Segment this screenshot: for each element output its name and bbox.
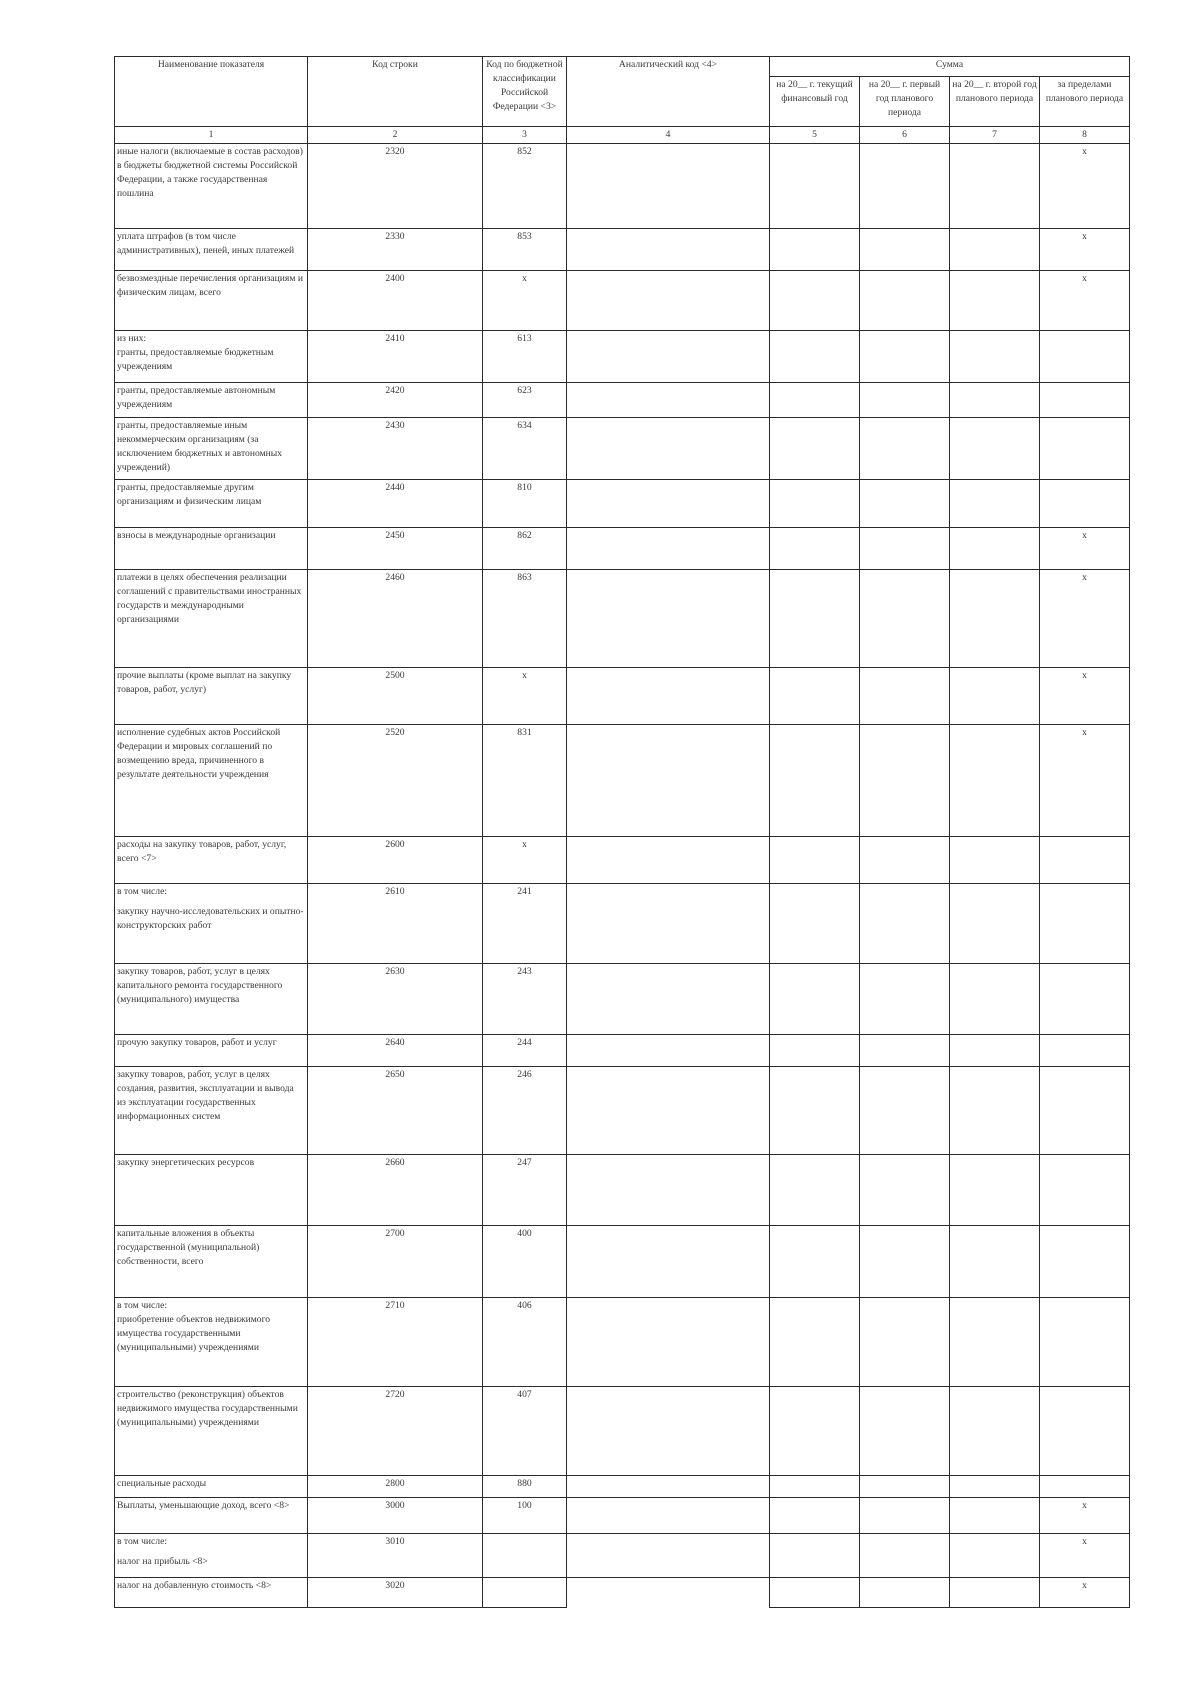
row-bk: 400 bbox=[483, 1226, 567, 1298]
cell-analytic bbox=[567, 837, 770, 884]
cell-analytic-empty bbox=[567, 1578, 770, 1608]
cell-analytic bbox=[567, 570, 770, 668]
row-code: 2430 bbox=[308, 418, 483, 480]
cell-sum bbox=[860, 668, 950, 725]
cell-sum bbox=[950, 1578, 1040, 1608]
row-beyond: x bbox=[1040, 229, 1130, 271]
header-line-code: Код строки bbox=[308, 57, 483, 127]
budget-table bbox=[114, 56, 1130, 1608]
cell-analytic bbox=[567, 480, 770, 528]
row-name-prefix: в том числе: bbox=[117, 1300, 168, 1311]
cell-sum bbox=[860, 1498, 950, 1534]
row-bk bbox=[483, 1578, 567, 1608]
row-bk: 243 bbox=[483, 964, 567, 1035]
cell-sum bbox=[860, 1578, 950, 1608]
header-analytic-code: Аналитический код <4> bbox=[567, 57, 770, 127]
cell-sum bbox=[950, 964, 1040, 1035]
cell-sum bbox=[770, 725, 860, 837]
cell-sum bbox=[950, 668, 1040, 725]
row-code: 2700 bbox=[308, 1226, 483, 1298]
cell-sum bbox=[950, 1534, 1040, 1578]
table-row bbox=[115, 570, 1130, 668]
row-code: 2330 bbox=[308, 229, 483, 271]
table-row bbox=[115, 1498, 1130, 1534]
row-name-prefix: из них: bbox=[117, 333, 147, 344]
row-code: 2610 bbox=[308, 884, 483, 964]
cell-sum bbox=[950, 418, 1040, 480]
row-beyond bbox=[1040, 331, 1130, 383]
row-beyond: x bbox=[1040, 725, 1130, 837]
row-name: иные налоги (включаемые в состав расходов) в бюджеты бюджетной системы Российской Федерации, а также государственная пошлина bbox=[115, 144, 308, 229]
row-bk: x bbox=[483, 271, 567, 331]
row-name bbox=[115, 1298, 308, 1387]
table-row bbox=[115, 144, 1130, 229]
row-beyond bbox=[1040, 1387, 1130, 1476]
row-name: закупку товаров, работ, услуг в целях капитального ремонта государственного (муниципального) имущества bbox=[115, 964, 308, 1035]
row-bk: 852 bbox=[483, 144, 567, 229]
column-number: 7 bbox=[950, 127, 1040, 144]
cell-sum bbox=[770, 383, 860, 418]
row-name-text: гранты, предоставляемые бюджетным учреждениям bbox=[117, 347, 274, 372]
cell-sum bbox=[770, 229, 860, 271]
table-row bbox=[115, 668, 1130, 725]
row-name: расходы на закупку товаров, работ, услуг, всего <7> bbox=[115, 837, 308, 884]
row-code: 2520 bbox=[308, 725, 483, 837]
cell-sum bbox=[950, 144, 1040, 229]
cell-sum bbox=[950, 383, 1040, 418]
table-row bbox=[115, 1387, 1130, 1476]
row-code: 3010 bbox=[308, 1534, 483, 1578]
cell-sum bbox=[950, 884, 1040, 964]
row-name-prefix: в том числе: bbox=[117, 1536, 168, 1547]
cell-analytic bbox=[567, 331, 770, 383]
row-name: строительство (реконструкция) объектов недвижимого имущества государственными (муниципальными) учреждениями bbox=[115, 1387, 308, 1476]
cell-sum bbox=[860, 331, 950, 383]
cell-analytic bbox=[567, 1534, 770, 1578]
row-name bbox=[115, 884, 308, 964]
cell-sum bbox=[950, 1298, 1040, 1387]
row-code: 2460 bbox=[308, 570, 483, 668]
cell-sum bbox=[860, 229, 950, 271]
cell-sum bbox=[950, 1476, 1040, 1498]
table-row bbox=[115, 383, 1130, 418]
cell-sum bbox=[770, 1226, 860, 1298]
row-code: 2710 bbox=[308, 1298, 483, 1387]
cell-analytic bbox=[567, 1476, 770, 1498]
row-name: Выплаты, уменьшающие доход, всего <8> bbox=[115, 1498, 308, 1534]
cell-analytic bbox=[567, 1155, 770, 1226]
cell-sum bbox=[950, 331, 1040, 383]
table-row bbox=[115, 1035, 1130, 1067]
cell-sum bbox=[860, 1476, 950, 1498]
row-bk: 810 bbox=[483, 480, 567, 528]
row-bk: 623 bbox=[483, 383, 567, 418]
cell-sum bbox=[860, 383, 950, 418]
row-name bbox=[115, 1534, 308, 1578]
cell-sum bbox=[770, 1298, 860, 1387]
row-bk: 247 bbox=[483, 1155, 567, 1226]
cell-sum bbox=[770, 418, 860, 480]
cell-sum bbox=[770, 1035, 860, 1067]
cell-sum bbox=[950, 528, 1040, 570]
row-name: прочую закупку товаров, работ и услуг bbox=[115, 1035, 308, 1067]
row-name: взносы в международные организации bbox=[115, 528, 308, 570]
table-row bbox=[115, 229, 1130, 271]
column-number: 3 bbox=[483, 127, 567, 144]
column-number: 2 bbox=[308, 127, 483, 144]
column-number: 8 bbox=[1040, 127, 1130, 144]
column-number: 5 bbox=[770, 127, 860, 144]
row-bk: 853 bbox=[483, 229, 567, 271]
cell-sum bbox=[860, 837, 950, 884]
row-code: 2420 bbox=[308, 383, 483, 418]
row-code: 2650 bbox=[308, 1067, 483, 1155]
cell-sum bbox=[860, 964, 950, 1035]
row-name: безвозмездные перечисления организациям и физическим лицам, всего bbox=[115, 271, 308, 331]
table-row bbox=[115, 1155, 1130, 1226]
column-number-row bbox=[115, 127, 1130, 144]
cell-sum bbox=[860, 1067, 950, 1155]
cell-analytic bbox=[567, 229, 770, 271]
row-name: гранты, предоставляемые иным некоммерческим организациям (за исключением бюджетных и автономных учреждений) bbox=[115, 418, 308, 480]
row-name: специальные расходы bbox=[115, 1476, 308, 1498]
cell-sum bbox=[770, 1067, 860, 1155]
column-number: 6 bbox=[860, 127, 950, 144]
row-name: гранты, предоставляемые автономным учреждениям bbox=[115, 383, 308, 418]
table-row bbox=[115, 1067, 1130, 1155]
cell-analytic bbox=[567, 1498, 770, 1534]
row-code: 2660 bbox=[308, 1155, 483, 1226]
table-row bbox=[115, 837, 1130, 884]
cell-sum bbox=[950, 1498, 1040, 1534]
cell-sum bbox=[860, 1035, 950, 1067]
column-number: 1 bbox=[115, 127, 308, 144]
cell-sum bbox=[860, 1155, 950, 1226]
cell-sum bbox=[770, 144, 860, 229]
row-beyond bbox=[1040, 1298, 1130, 1387]
row-beyond: x bbox=[1040, 668, 1130, 725]
cell-sum bbox=[860, 570, 950, 668]
cell-analytic bbox=[567, 884, 770, 964]
cell-sum bbox=[770, 1476, 860, 1498]
row-beyond bbox=[1040, 884, 1130, 964]
table-row bbox=[115, 964, 1130, 1035]
row-name-text: приобретение объектов недвижимого имущества государственными (муниципальными) учреждениями bbox=[117, 1314, 271, 1353]
cell-sum bbox=[950, 271, 1040, 331]
table-row bbox=[115, 480, 1130, 528]
row-beyond bbox=[1040, 1067, 1130, 1155]
cell-sum bbox=[860, 1534, 950, 1578]
row-beyond bbox=[1040, 480, 1130, 528]
row-code: 2440 bbox=[308, 480, 483, 528]
row-beyond bbox=[1040, 964, 1130, 1035]
cell-analytic bbox=[567, 1067, 770, 1155]
table-row bbox=[115, 1534, 1130, 1578]
row-beyond bbox=[1040, 1035, 1130, 1067]
cell-analytic bbox=[567, 418, 770, 480]
cell-sum bbox=[950, 480, 1040, 528]
row-name: налог на добавленную стоимость <8> bbox=[115, 1578, 308, 1608]
row-bk: 862 bbox=[483, 528, 567, 570]
row-name: капитальные вложения в объекты государственной (муниципальной) собственности, всего bbox=[115, 1226, 308, 1298]
column-number: 4 bbox=[567, 127, 770, 144]
row-code: 2320 bbox=[308, 144, 483, 229]
row-code: 2800 bbox=[308, 1476, 483, 1498]
cell-analytic bbox=[567, 964, 770, 1035]
row-name: платежи в целях обеспечения реализации соглашений с правительствами иностранных государств и международными организациями bbox=[115, 570, 308, 668]
row-bk: x bbox=[483, 837, 567, 884]
table-row bbox=[115, 271, 1130, 331]
header-sum: Сумма bbox=[770, 57, 1130, 77]
row-name bbox=[115, 331, 308, 383]
cell-sum bbox=[770, 1155, 860, 1226]
row-name: исполнение судебных актов Российской Федерации и мировых соглашений по возмещению вреда, причиненного в результате деятельности учреждения bbox=[115, 725, 308, 837]
header-budget-classification: Код по бюджетной классификации Российской Федерации <3> bbox=[483, 57, 567, 127]
row-code: 3000 bbox=[308, 1498, 483, 1534]
cell-sum bbox=[860, 528, 950, 570]
row-beyond bbox=[1040, 418, 1130, 480]
row-beyond: x bbox=[1040, 1498, 1130, 1534]
cell-sum bbox=[860, 1226, 950, 1298]
cell-sum bbox=[770, 884, 860, 964]
cell-sum bbox=[950, 1387, 1040, 1476]
row-code: 3020 bbox=[308, 1578, 483, 1608]
row-beyond bbox=[1040, 837, 1130, 884]
row-name: прочие выплаты (кроме выплат на закупку товаров, работ, услуг) bbox=[115, 668, 308, 725]
row-beyond bbox=[1040, 1155, 1130, 1226]
header-first-plan-year: на 20__ г. первый год планового периода bbox=[860, 77, 950, 127]
cell-analytic bbox=[567, 144, 770, 229]
row-bk: 831 bbox=[483, 725, 567, 837]
row-name: закупку товаров, работ, услуг в целях создания, развития, эксплуатации и вывода из эксплуатации государственных информационных систем bbox=[115, 1067, 308, 1155]
cell-sum bbox=[860, 725, 950, 837]
table-row bbox=[115, 725, 1130, 837]
row-name: гранты, предоставляемые другим организациям и физическим лицам bbox=[115, 480, 308, 528]
cell-analytic bbox=[567, 1226, 770, 1298]
cell-sum bbox=[770, 570, 860, 668]
cell-sum bbox=[860, 144, 950, 229]
table-row bbox=[115, 1298, 1130, 1387]
cell-sum bbox=[950, 837, 1040, 884]
cell-sum bbox=[860, 418, 950, 480]
row-name-text: налог на прибыль <8> bbox=[117, 1556, 208, 1567]
row-name: закупку энергетических ресурсов bbox=[115, 1155, 308, 1226]
cell-sum bbox=[860, 1387, 950, 1476]
cell-sum bbox=[770, 1387, 860, 1476]
cell-sum bbox=[950, 725, 1040, 837]
cell-analytic bbox=[567, 271, 770, 331]
cell-sum bbox=[860, 271, 950, 331]
cell-analytic bbox=[567, 1298, 770, 1387]
row-bk: 246 bbox=[483, 1067, 567, 1155]
row-bk: 613 bbox=[483, 331, 567, 383]
table-row bbox=[115, 1578, 1130, 1608]
row-beyond bbox=[1040, 1476, 1130, 1498]
row-beyond: x bbox=[1040, 1578, 1130, 1608]
cell-sum bbox=[770, 1498, 860, 1534]
row-code: 2640 bbox=[308, 1035, 483, 1067]
cell-sum bbox=[770, 528, 860, 570]
table-row bbox=[115, 884, 1130, 964]
row-name-prefix: в том числе: bbox=[117, 886, 168, 897]
row-bk: 634 bbox=[483, 418, 567, 480]
cell-sum bbox=[770, 271, 860, 331]
row-beyond: x bbox=[1040, 528, 1130, 570]
cell-sum bbox=[860, 480, 950, 528]
row-beyond: x bbox=[1040, 1534, 1130, 1578]
header-second-plan-year: на 20__ г. второй год планового периода bbox=[950, 77, 1040, 127]
cell-sum bbox=[860, 884, 950, 964]
row-bk: 863 bbox=[483, 570, 567, 668]
header-current-year: на 20__ г. текущий финансовый год bbox=[770, 77, 860, 127]
row-code: 2500 bbox=[308, 668, 483, 725]
row-code: 2400 bbox=[308, 271, 483, 331]
cell-analytic bbox=[567, 383, 770, 418]
cell-sum bbox=[770, 668, 860, 725]
table-row bbox=[115, 1476, 1130, 1498]
row-bk: 244 bbox=[483, 1035, 567, 1067]
cell-sum bbox=[770, 331, 860, 383]
cell-sum bbox=[950, 1067, 1040, 1155]
table-row bbox=[115, 1226, 1130, 1298]
cell-sum bbox=[770, 480, 860, 528]
row-beyond: x bbox=[1040, 144, 1130, 229]
cell-sum bbox=[950, 229, 1040, 271]
cell-sum bbox=[950, 1155, 1040, 1226]
cell-sum bbox=[770, 1534, 860, 1578]
row-code: 2720 bbox=[308, 1387, 483, 1476]
cell-analytic bbox=[567, 1035, 770, 1067]
cell-sum bbox=[860, 1298, 950, 1387]
row-beyond bbox=[1040, 1226, 1130, 1298]
cell-sum bbox=[950, 1226, 1040, 1298]
cell-analytic bbox=[567, 528, 770, 570]
header-beyond-plan: за пределами планового периода bbox=[1040, 77, 1130, 127]
row-code: 2410 bbox=[308, 331, 483, 383]
table-row bbox=[115, 418, 1130, 480]
row-beyond: x bbox=[1040, 570, 1130, 668]
row-name: уплата штрафов (в том числе административных), пеней, иных платежей bbox=[115, 229, 308, 271]
row-bk: x bbox=[483, 668, 567, 725]
row-beyond: x bbox=[1040, 271, 1130, 331]
cell-sum bbox=[950, 1035, 1040, 1067]
cell-analytic bbox=[567, 725, 770, 837]
row-code: 2630 bbox=[308, 964, 483, 1035]
cell-analytic bbox=[567, 668, 770, 725]
header-indicator-name: Наименование показателя bbox=[115, 57, 308, 127]
row-bk bbox=[483, 1534, 567, 1578]
row-name-text: закупку научно-исследовательских и опытно-конструкторских работ bbox=[117, 906, 304, 931]
table-row bbox=[115, 528, 1130, 570]
row-bk: 406 bbox=[483, 1298, 567, 1387]
cell-sum bbox=[770, 837, 860, 884]
row-bk: 880 bbox=[483, 1476, 567, 1498]
table-row bbox=[115, 331, 1130, 383]
row-code: 2600 bbox=[308, 837, 483, 884]
row-bk: 100 bbox=[483, 1498, 567, 1534]
cell-sum bbox=[770, 964, 860, 1035]
row-bk: 241 bbox=[483, 884, 567, 964]
cell-sum bbox=[950, 570, 1040, 668]
row-code: 2450 bbox=[308, 528, 483, 570]
row-bk: 407 bbox=[483, 1387, 567, 1476]
cell-sum bbox=[770, 1578, 860, 1608]
cell-analytic bbox=[567, 1387, 770, 1476]
row-beyond bbox=[1040, 383, 1130, 418]
